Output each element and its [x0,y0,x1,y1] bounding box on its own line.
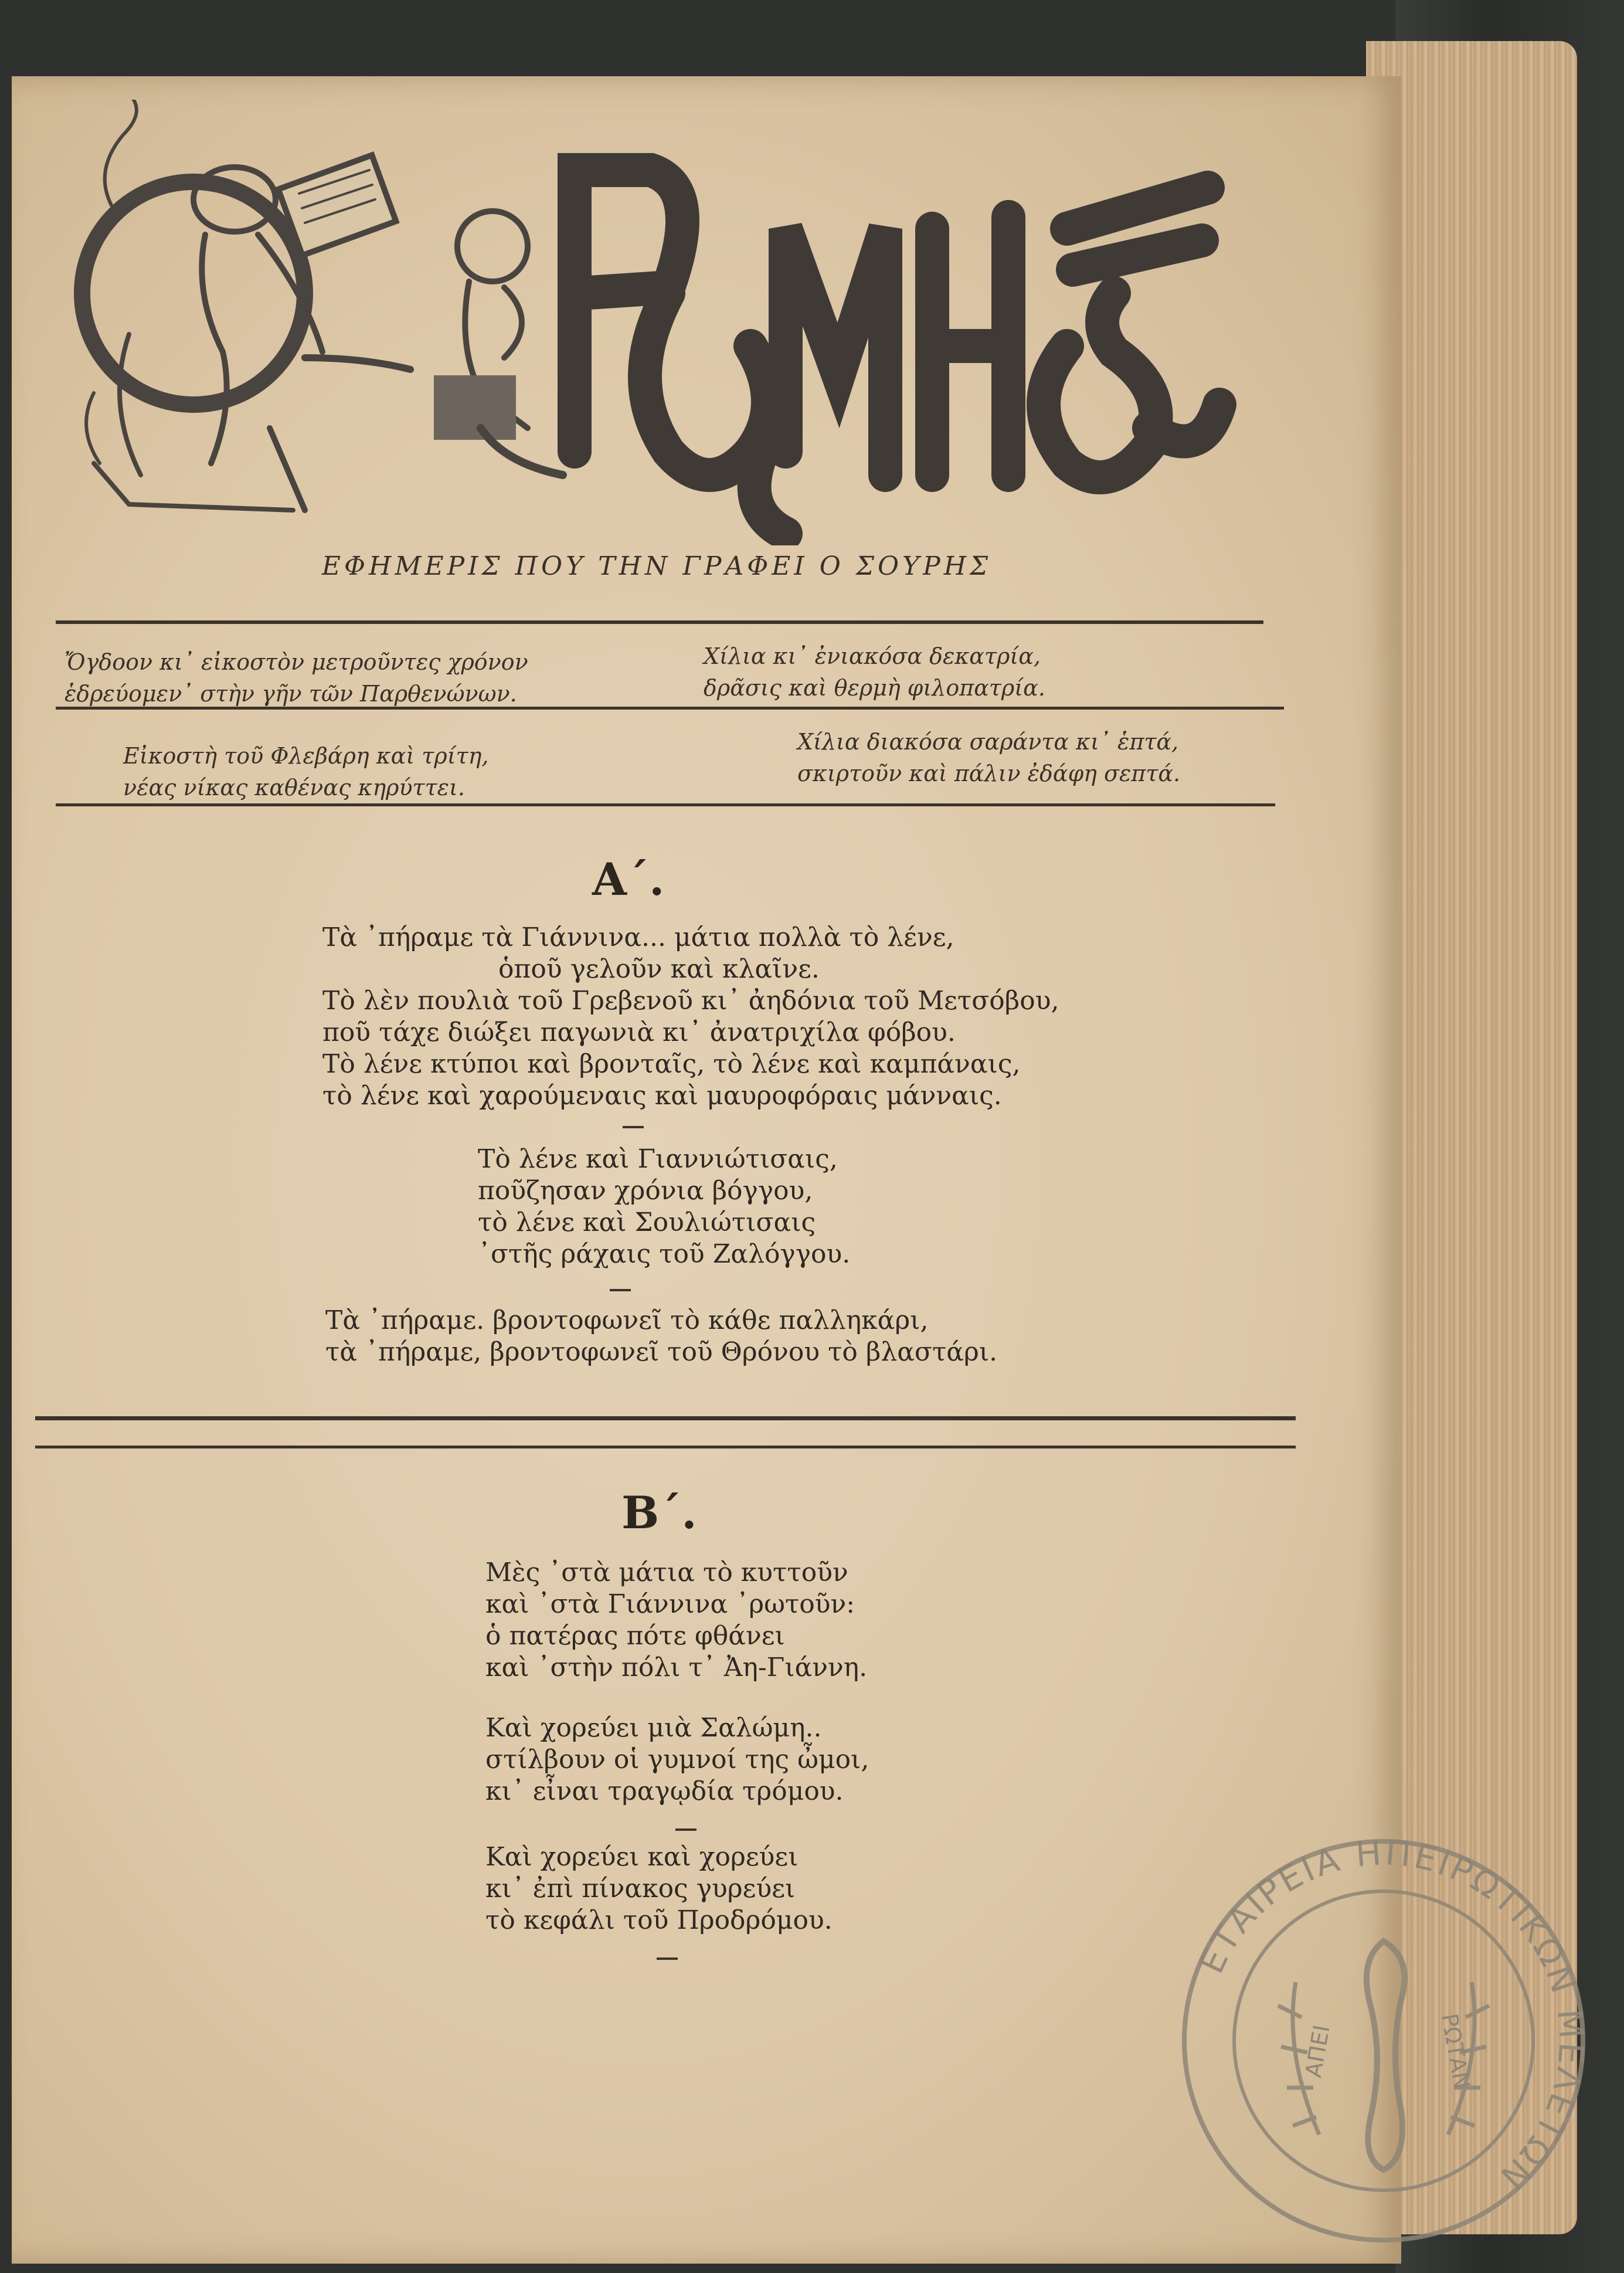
date-verse-line: Χίλια κι᾽ ἐνιακόσα δεκατρία, [704,643,1041,669]
header-rule-top [56,620,1263,624]
section-divider-rule-thin [35,1446,1296,1448]
verse-line: καὶ ᾽στὰ Γιάννινα ᾽ρωτοῦν: [485,1589,855,1619]
verse-line: Καὶ χορεύει μιὰ Σαλώμη.. [485,1713,822,1743]
library-stamp [1149,1806,1618,2273]
date-verse-line: Εἰκοστὴ τοῦ Φλεβάρη καὶ τρίτη, [123,743,489,769]
verse-line: Τὸ λένε κτύποι καὶ βρονταῖς, τὸ λένε καὶ καμπάναις, [322,1049,1021,1079]
verse-line: ποῦζησαν χρόνια βόγγου, [478,1176,813,1206]
section-a-heading: Α΄. [592,853,665,905]
stanza-separator [657,1958,678,1960]
verse-line: τὸ κεφάλι τοῦ Προδρόμου. [485,1905,833,1935]
section-b-stanza-3 [485,1841,833,1936]
illustration-man-reading [82,100,410,510]
verse-line: τὸ λένε καὶ χαρούμεναις καὶ μαυροφόραις μάνναις. [322,1081,1002,1111]
verse-line: Τὰ ᾽πήραμε τὰ Γιάννινα... μάτια πολλὰ τὸ λένε, [322,922,954,952]
masthead-logo [59,100,1261,545]
date-verse-bottom-left [123,740,488,803]
section-a-stanza-1 [322,922,1059,1112]
section-b-stanza-1 [485,1557,867,1684]
verse-line: Τὸ λένε καὶ Γιαννιώτισαις, [478,1144,838,1174]
date-verse-line: Χίλια διακόσα σαράντα κι᾽ ἑπτά, [797,729,1179,755]
verse-line: κι᾽ εἶναι τραγῳδία τρόμου. [485,1776,844,1806]
illustration-shoeshine-boy [434,211,563,475]
verse-line: τὰ ᾽πήραμε, βροντοφωνεῖ τοῦ Θρόνου τὸ βλαστάρι. [325,1337,998,1367]
verse-line: ποῦ τάχε διώξει παγωνιὰ κι᾽ ἀνατριχίλα φόβου. [322,1017,956,1047]
verse-line: καὶ ᾽στὴν πόλι τ᾽ Ἀη-Γιάννη. [485,1653,868,1682]
verse-line: ὁ πατέρας πότε φθάνει [485,1621,785,1651]
stamp-inner-left: ΑΠΕΙ [1300,2023,1335,2079]
stamp-seal-icon [1149,1806,1618,2273]
header-rule-bottom [56,803,1275,806]
masthead [59,100,1261,545]
verse-line: ᾽στῆς ράχαις τοῦ Ζαλόγγου. [478,1239,851,1269]
section-divider-rule [35,1416,1296,1420]
verse-line: Μὲς ᾽στὰ μάτια τὸ κυττοῦν [485,1558,848,1587]
stanza-separator [675,1828,697,1831]
header-rule-middle [56,707,1284,710]
date-verse-line: ἑδρεύομεν᾽ στὴν γῆν τῶν Παρθενώνων. [64,681,517,707]
date-verse-top-left [64,646,528,710]
section-b-heading: Β΄. [621,1487,697,1539]
section-b-stanza-2 [485,1712,869,1807]
verse-line: Τὸ λὲν πουλιὰ τοῦ Γρεβενοῦ κι᾽ ἀηδόνια τοῦ Μετσόβου, [322,986,1059,1016]
stanza-separator [610,1289,631,1291]
section-a-stanza-2 [478,1144,850,1270]
date-verse-line: Ὄγδοον κι᾽ εἰκοστὸν μετροῦντες χρόνον [64,649,528,675]
masthead-title-lettering [575,170,1219,534]
verse-line: στίλβουν οἱ γυμνοί της ὦμοι, [485,1745,869,1775]
verse-line: ὁποῦ γελοῦν καὶ κλαῖνε. [498,954,820,984]
verse-line: Καὶ χορεύει καὶ χορεύει [485,1842,799,1872]
date-verse-line: δρᾶσις καὶ θερμὴ φιλοπατρία. [704,675,1045,701]
section-a-stanza-3 [325,1305,997,1368]
date-verse-line: σκιρτοῦν καὶ πάλιν ἐδάφη σεπτά. [797,761,1181,786]
stamp-text: ΕΤΑΙΡΕΙΑ ΗΠΕΙΡΩΤΙΚΩΝ ΜΕΛΕΤΩΝ [1191,1833,1592,2199]
verse-line: κι᾽ ἐπὶ πίνακος γυρεύει [485,1874,796,1904]
stamp-inner-right: ΡΩΤΑΝ [1436,2011,1475,2091]
verse-line: τὸ λένε καὶ Σουλιώτισαις [478,1207,816,1237]
masthead-tagline: ΕΦΗΜΕΡΙΣ ΠΟΥ ΤΗΝ ΓΡΑΦΕΙ Ο ΣΟΥΡΗΣ [321,551,992,581]
verse-line: Τὰ ᾽πήραμε. βροντοφωνεῖ τὸ κάθε παλληκάρι, [325,1305,929,1335]
date-verse-line: νέας νίκας καθένας κηρύττει. [123,775,465,800]
date-verse-top-right [704,640,1045,704]
date-verse-bottom-right [797,726,1180,789]
stanza-separator [623,1126,644,1128]
